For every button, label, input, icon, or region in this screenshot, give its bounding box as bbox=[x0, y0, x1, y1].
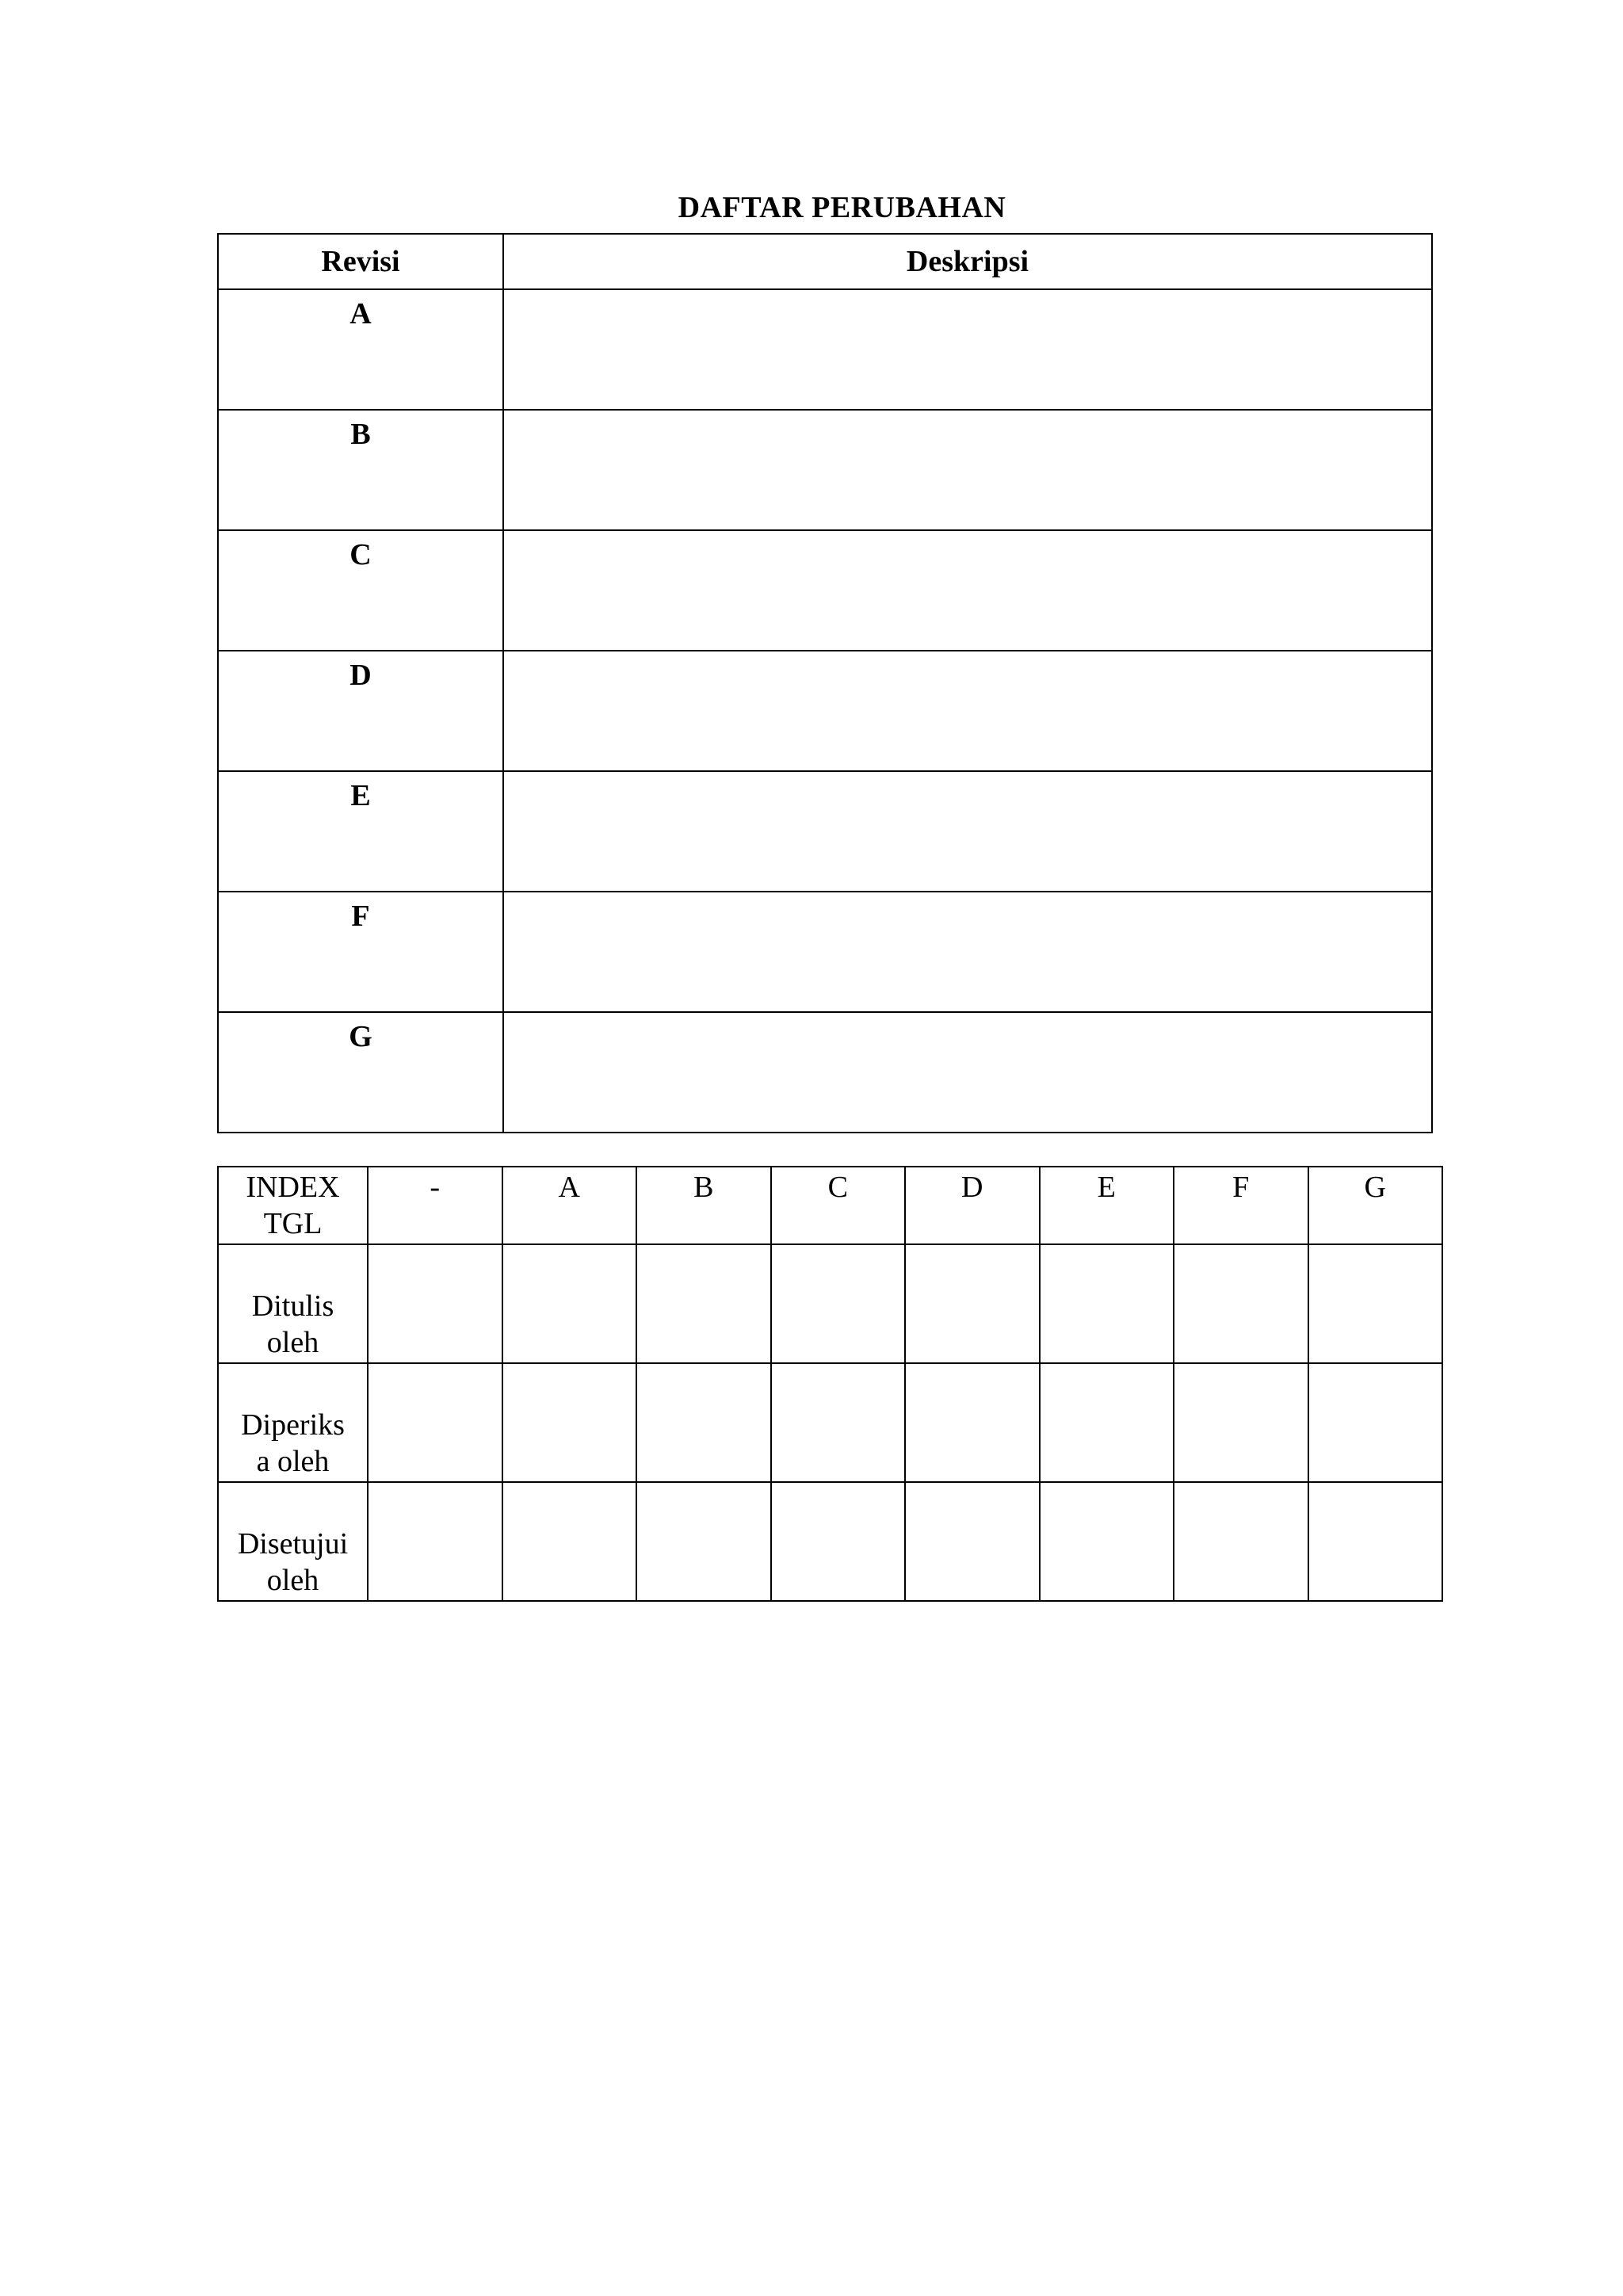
approved-by-row bbox=[218, 1482, 1442, 1601]
revision-column-label: A bbox=[502, 1167, 637, 1244]
signature-cell[interactable] bbox=[368, 1482, 502, 1601]
revision-description-cell[interactable] bbox=[503, 771, 1432, 892]
revision-row-a bbox=[218, 289, 1432, 410]
revision-column-label: E bbox=[1040, 1167, 1174, 1244]
written-by-label: Ditulis oleh bbox=[218, 1244, 368, 1363]
revision-description-cell[interactable] bbox=[503, 892, 1432, 1012]
revision-column-label: B bbox=[636, 1167, 771, 1244]
revision-letter: A bbox=[218, 289, 503, 410]
signature-cell[interactable] bbox=[502, 1363, 637, 1482]
page-title: DAFTAR PERUBAHAN bbox=[678, 191, 1006, 224]
revision-table bbox=[217, 233, 1433, 1133]
signature-cell[interactable] bbox=[636, 1482, 771, 1601]
signature-cell[interactable] bbox=[1040, 1363, 1174, 1482]
revision-description-cell[interactable] bbox=[503, 410, 1432, 530]
revision-column-label: F bbox=[1174, 1167, 1308, 1244]
signature-cell[interactable] bbox=[502, 1244, 637, 1363]
revision-row-b bbox=[218, 410, 1432, 530]
signature-cell[interactable] bbox=[1040, 1482, 1174, 1601]
signature-cell[interactable] bbox=[771, 1244, 906, 1363]
signature-cell[interactable] bbox=[905, 1482, 1040, 1601]
description-column-header: Deskripsi bbox=[503, 234, 1432, 289]
revision-column-label: C bbox=[771, 1167, 906, 1244]
signature-cell[interactable] bbox=[1174, 1482, 1308, 1601]
revision-row-c bbox=[218, 530, 1432, 651]
index-date-label: INDEX TGL bbox=[218, 1167, 368, 1244]
checked-by-label: Diperiks a oleh bbox=[218, 1363, 368, 1482]
revision-description-cell[interactable] bbox=[503, 289, 1432, 410]
signature-cell[interactable] bbox=[636, 1244, 771, 1363]
signature-cell[interactable] bbox=[905, 1244, 1040, 1363]
revision-column-label: D bbox=[905, 1167, 1040, 1244]
revision-description-cell[interactable] bbox=[503, 530, 1432, 651]
revision-column-label: G bbox=[1308, 1167, 1443, 1244]
written-by-row bbox=[218, 1244, 1442, 1363]
signature-cell[interactable] bbox=[368, 1244, 502, 1363]
revision-table-header bbox=[218, 234, 1432, 289]
revision-row-e bbox=[218, 771, 1432, 892]
signature-cell[interactable] bbox=[771, 1482, 906, 1601]
checked-by-row bbox=[218, 1363, 1442, 1482]
revision-letter: E bbox=[218, 771, 503, 892]
revision-letter: C bbox=[218, 530, 503, 651]
revision-letter: D bbox=[218, 651, 503, 771]
revision-description-cell[interactable] bbox=[503, 651, 1432, 771]
signature-cell[interactable] bbox=[1174, 1363, 1308, 1482]
revision-letter: B bbox=[218, 410, 503, 530]
signature-cell[interactable] bbox=[905, 1363, 1040, 1482]
signature-cell[interactable] bbox=[502, 1482, 637, 1601]
signature-cell[interactable] bbox=[1174, 1244, 1308, 1363]
revision-description-cell[interactable] bbox=[503, 1012, 1432, 1133]
revision-row-d bbox=[218, 651, 1432, 771]
signature-cell[interactable] bbox=[771, 1363, 906, 1482]
revision-letter: F bbox=[218, 892, 503, 1012]
revision-row-g bbox=[218, 1012, 1432, 1133]
signature-cell[interactable] bbox=[1308, 1482, 1443, 1601]
revision-letter: G bbox=[218, 1012, 503, 1133]
revision-column-label: - bbox=[368, 1167, 502, 1244]
revision-column-header: Revisi bbox=[218, 234, 503, 289]
signature-cell[interactable] bbox=[1040, 1244, 1174, 1363]
signature-cell[interactable] bbox=[1308, 1363, 1443, 1482]
revision-row-f bbox=[218, 892, 1432, 1012]
approval-table-header bbox=[218, 1167, 1442, 1244]
signature-cell[interactable] bbox=[1308, 1244, 1443, 1363]
signature-cell[interactable] bbox=[368, 1363, 502, 1482]
approved-by-label: Disetujui oleh bbox=[218, 1482, 368, 1601]
approval-table bbox=[217, 1166, 1443, 1602]
signature-cell[interactable] bbox=[636, 1363, 771, 1482]
